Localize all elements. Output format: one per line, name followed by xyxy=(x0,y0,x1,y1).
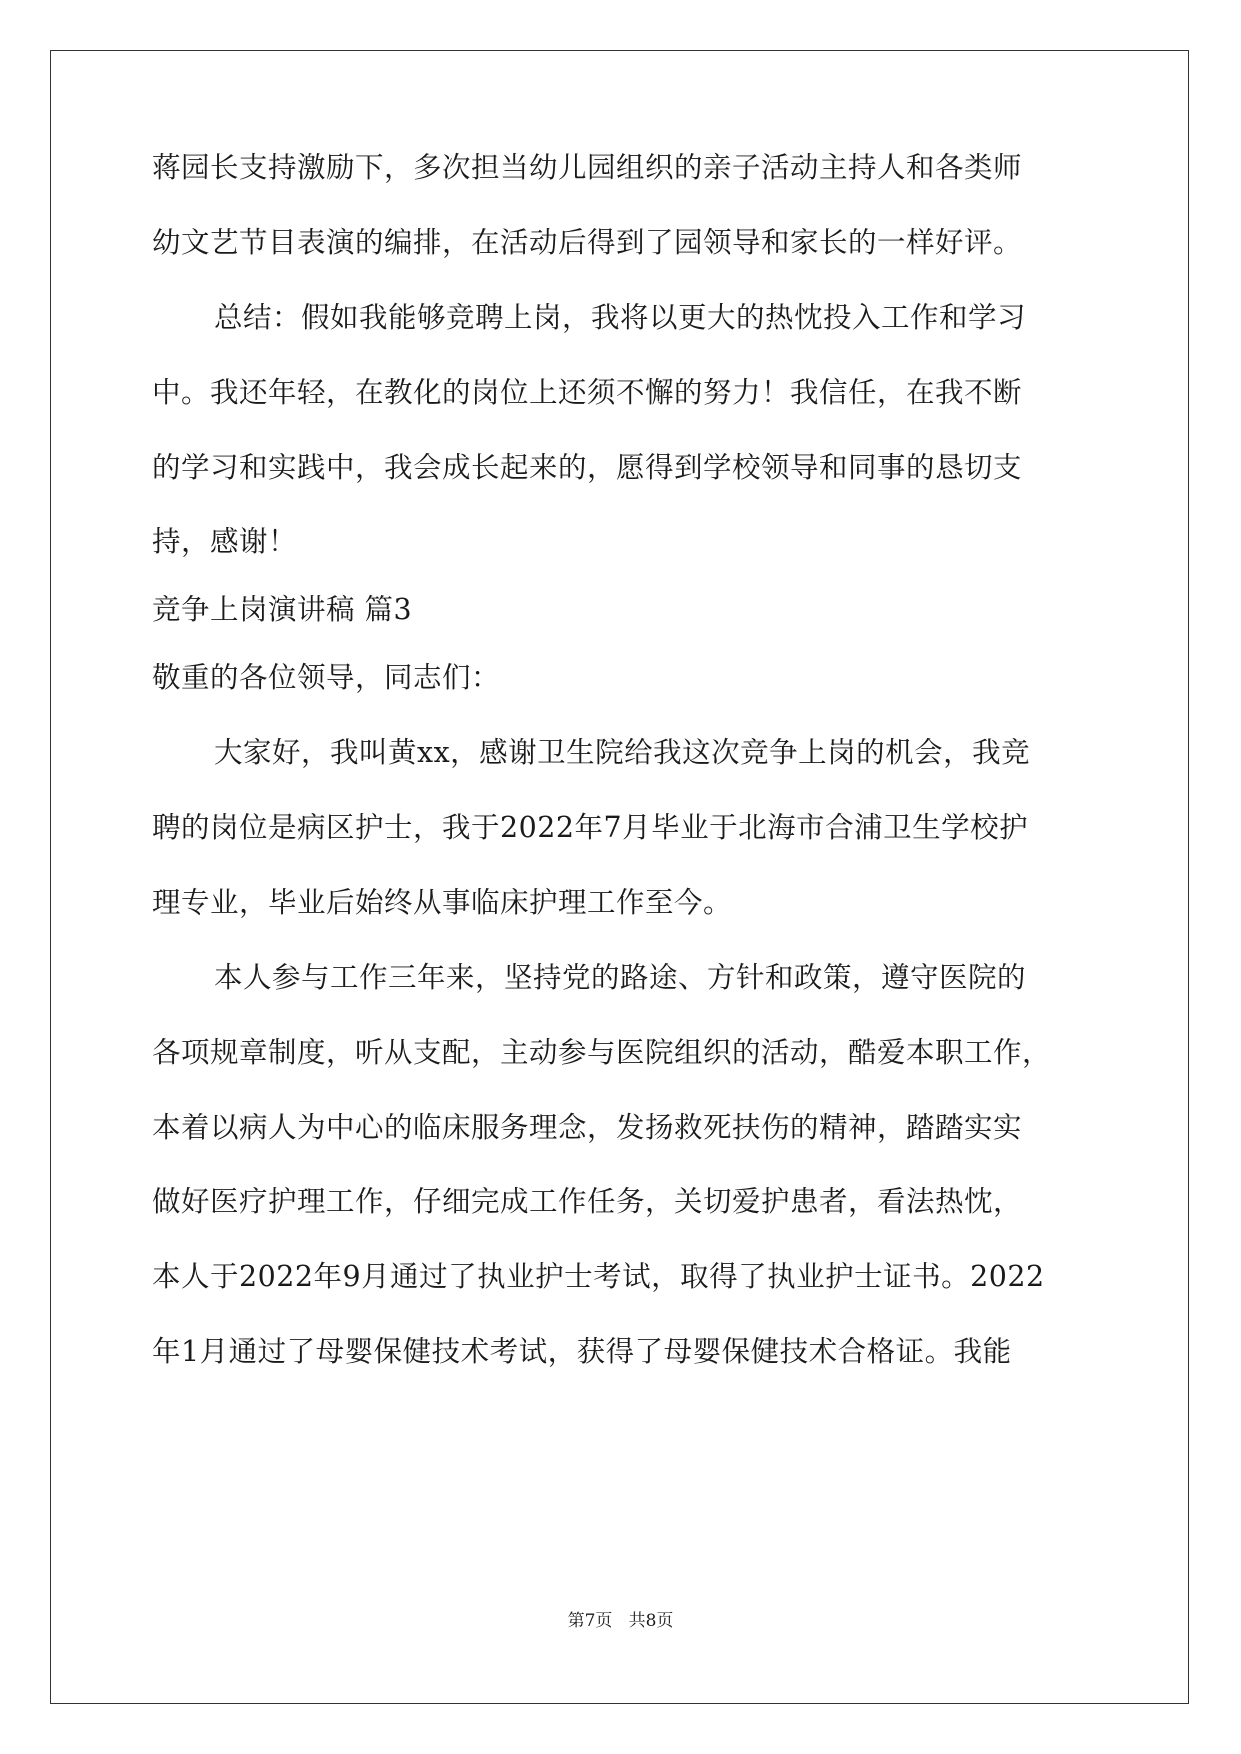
text-line: 大家好，我叫黄xx，感谢卫生院给我这次竞争上岗的机会，我竞 xyxy=(214,736,1031,769)
text-line: 的学习和实践中，我会成长起来的，愿得到学校领导和同事的恳切支 xyxy=(152,451,1023,484)
text-line: 蒋园长支持激励下，多次担当幼儿园组织的亲子活动主持人和各类师 xyxy=(152,151,1023,184)
page-number-footer: 第7页 共8页 xyxy=(567,1611,674,1631)
text-line: 总结：假如我能够竞聘上岗，我将以更大的热忱投入工作和学习 xyxy=(214,301,1027,334)
text-line: 理专业，毕业后始终从事临床护理工作至今。 xyxy=(152,886,733,919)
text-line: 持，感谢！ xyxy=(152,525,298,558)
text-line: 聘的岗位是病区护士，我于2022年7月毕业于北海市合浦卫生学校护 xyxy=(152,811,1029,844)
section-heading: 竞争上岗演讲稿 篇3 xyxy=(152,593,413,626)
text-line: 各项规章制度，听从支配，主动参与医院组织的活动，酷爱本职工作， xyxy=(152,1036,1052,1069)
salutation: 敬重的各位领导，同志们： xyxy=(152,661,501,694)
text-line: 本着以病人为中心的临床服务理念，发扬救死扶伤的精神，踏踏实实 xyxy=(152,1111,1023,1144)
text-line: 幼文艺节目表演的编排，在活动后得到了园领导和家长的一样好评。 xyxy=(152,226,1023,259)
text-line: 年1月通过了母婴保健技术考试，获得了母婴保健技术合格证。我能 xyxy=(152,1335,1012,1368)
text-line: 本人于2022年9月通过了执业护士考试，取得了执业护士证书。2022 xyxy=(152,1260,1045,1293)
text-line: 本人参与工作三年来，坚持党的路途、方针和政策，遵守医院的 xyxy=(214,961,1027,994)
text-line: 做好医疗护理工作，仔细完成工作任务，关切爱护患者，看法热忱， xyxy=(152,1185,1023,1218)
text-line: 中。我还年轻，在教化的岗位上还须不懈的努力！我信任，在我不断 xyxy=(152,376,1023,409)
